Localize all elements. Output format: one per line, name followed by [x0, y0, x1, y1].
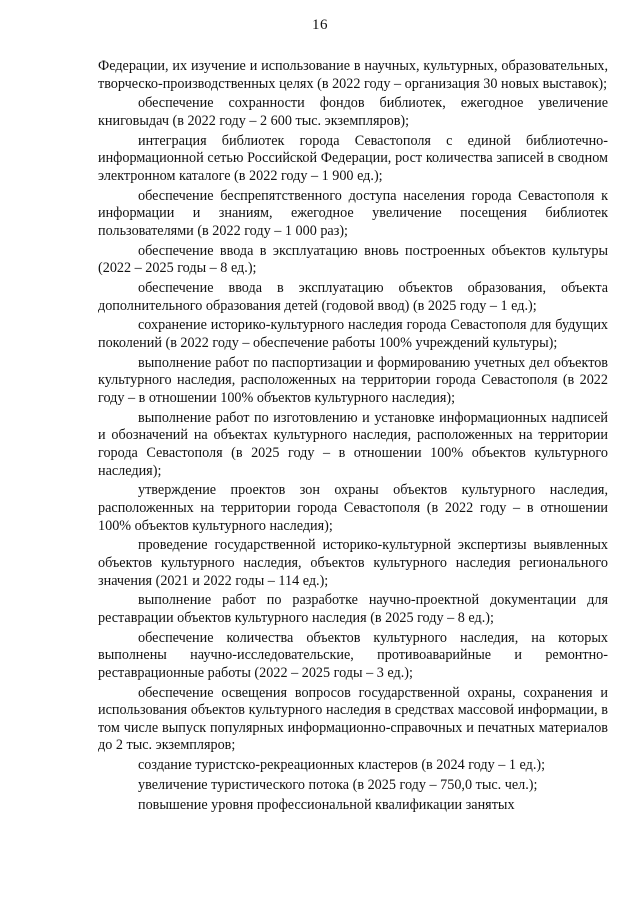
document-body: [98, 58, 608, 817]
paragraph: Федерации, их изучение и использование в научных, культурных, образовательных, творческо-производственных целях (в 2022 году – организация 30 новых выставок);: [98, 58, 608, 92]
paragraph: увеличение туристического потока (в 2025 году – 750,0 тыс. чел.);: [138, 776, 538, 793]
page-number: 16: [312, 17, 328, 33]
paragraph: обеспечение ввода в эксплуатацию вновь построенных объектов культуры (2022 – 2025 годы – 8 ед.);: [98, 242, 608, 277]
paragraph: создание туристско-рекреационных кластеров (в 2024 году – 1 ед.);: [138, 757, 546, 774]
paragraph: повышение уровня профессиональной квалификации занятых: [138, 796, 515, 813]
paragraph: обеспечение количества объектов культурного наследия, на которых выполнены научно-исследовательские, противоаварийные и ремонтно-реставрационные работы (2022 – 2025 годы – 3 ед.);: [98, 629, 608, 681]
paragraph: выполнение работ по паспортизации и формированию учетных дел объектов культурного наследия, расположенных на территории города Севастополя (в 2022 году – в отношении 100% объектов культурного наследия);: [98, 354, 608, 406]
paragraph: обеспечение беспрепятственного доступа населения города Севастополя к информации и знаниям, ежегодное увеличение посещения библиотек пользователями (в 2022 году – 1 000 раз);: [98, 187, 608, 239]
paragraph: обеспечение сохранности фондов библиотек, ежегодное увеличение книговыдач (в 2022 году – 2 600 тыс. экземпляров);: [98, 95, 608, 129]
paragraph: выполнение работ по изготовлению и установке информационных надписей и обозначений на объектах культурного наследия, расположенных на территории города Севастополя (в 2025 году – в отношении 100% объектов культурного наследия);: [98, 409, 608, 479]
paragraph: обеспечение освещения вопросов государственной охраны, сохранения и использования объектов культурного наследия в средствах массовой информации, в том числе выпуск популярных информационно-справочных и печатных материалов до 2 тыс. экземпляров;: [98, 684, 608, 754]
paragraph: обеспечение ввода в эксплуатацию объектов образования, объекта дополнительного образования детей (годовой ввод) (в 2025 году – 1 ед.);: [98, 280, 608, 314]
paragraph: выполнение работ по разработке научно-проектной документации для реставрации объектов культурного наследия (в 2025 году – 8 ед.);: [98, 592, 608, 626]
paragraph: утверждение проектов зон охраны объектов культурного наследия, расположенных на территории города Севастополя (в 2022 году – в отношении 100% объектов культурного наследия);: [98, 482, 608, 534]
paragraph: интеграция библиотек города Севастополя с единой библиотечно-информационной сетью Российской Федерации, рост количества записей в сводном электронном каталоге (в 2022 году – 1 900 ед.);: [98, 132, 608, 184]
paragraph: сохранение историко-культурного наследия города Севастополя для будущих поколений (в 2022 году – обеспечение работы 100% учреждений культуры);: [98, 317, 608, 352]
paragraph: проведение государственной историко-культурной экспертизы выявленных объектов культурного наследия, объектов культурного наследия регионального значения (2021 и 2022 годы – 114 ед.);: [98, 537, 608, 589]
